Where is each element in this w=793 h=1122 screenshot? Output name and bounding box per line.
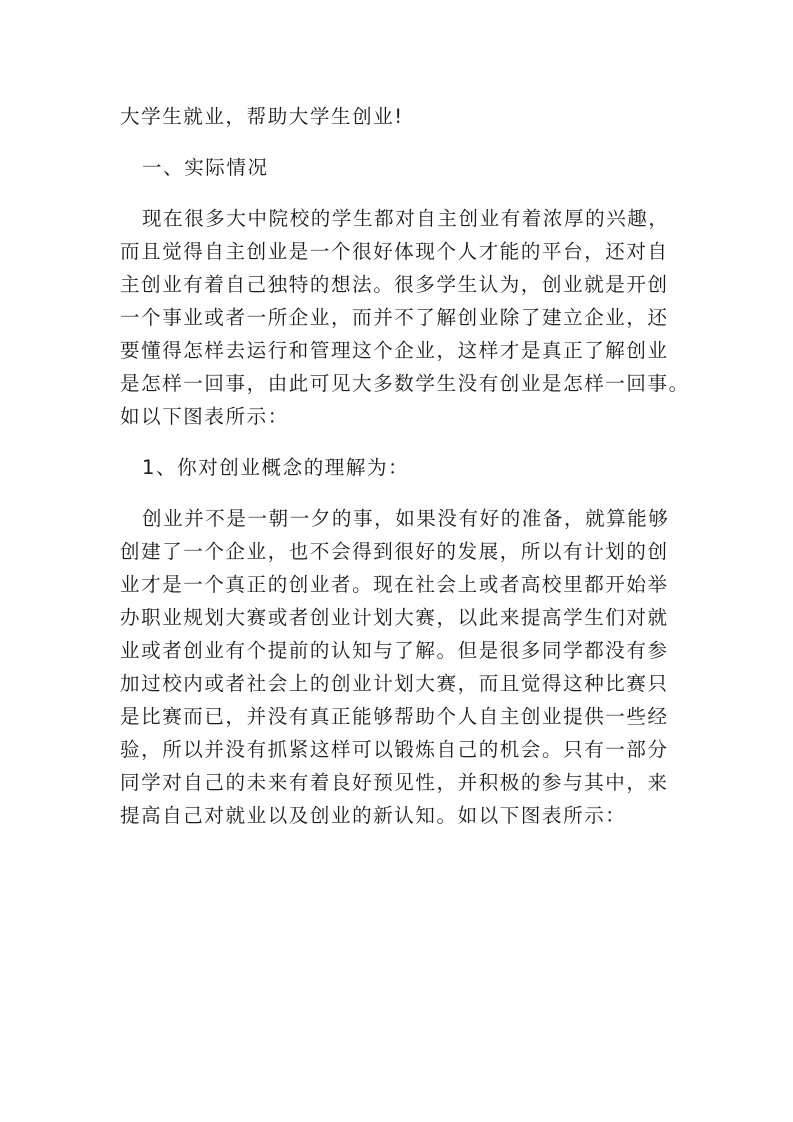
body-paragraph [120, 502, 680, 832]
text-line: 大学生就业，帮助大学生创业! [120, 105, 404, 128]
body-paragraph [120, 202, 690, 433]
text-line: 主创业有着自己独特的想法。很多学生认为，创业就是开创 [120, 273, 669, 296]
text-line: 办职业规划大赛或者创业计划大赛，以此来提高学生们对就 [120, 606, 669, 629]
text-line: 一、实际情况 [142, 156, 269, 179]
text-line: 业才是一个真正的创业者。现在社会上或者高校里都开始举 [120, 573, 669, 596]
text-line: 业或者创业有个提前的认知与了解。但是很多同学都没有参 [120, 639, 669, 662]
section-heading [120, 151, 680, 184]
text-line: 一个事业或者一所企业，而并不了解创业除了建立企业，还 [120, 306, 669, 329]
text-line: 创业并不是一朝一夕的事，如果没有好的准备，就算能够 [142, 507, 670, 530]
text-line: 创建了一个企业，也不会得到很好的发展，所以有计划的创 [120, 540, 669, 563]
text-line: 要懂得怎样去运行和管理这个企业，这样才是真正了解创业 [120, 339, 669, 362]
text-line: 验，所以并没有抓紧这样可以锻炼自己的机会。只有一部分 [120, 738, 669, 761]
text-line: 1、你对创业概念的理解为： [142, 456, 410, 479]
intro-paragraph [120, 100, 680, 133]
text-line: 同学对自己的未来有着良好预见性，并积极的参与其中，来 [120, 771, 669, 794]
text-line: 是比赛而已，并没有真正能够帮助个人自主创业提供一些经 [120, 705, 669, 728]
text-line: 而且觉得自主创业是一个很好体现个人才能的平台，还对自 [120, 240, 669, 263]
document-body [120, 100, 690, 832]
question-heading [120, 451, 680, 484]
text-line: 现在很多大中院校的学生都对自主创业有着浓厚的兴趣， [142, 207, 670, 230]
text-line: 提高自己对就业以及创业的新认知。如以下图表所示： [120, 804, 627, 827]
text-line: 如以下图表所示： [120, 405, 289, 428]
text-line: 加过校内或者社会上的创业计划大赛，而且觉得这种比赛只 [120, 672, 669, 695]
text-line: 是怎样一回事，由此可见大多数学生没有创业是怎样一回事。 [120, 372, 690, 395]
